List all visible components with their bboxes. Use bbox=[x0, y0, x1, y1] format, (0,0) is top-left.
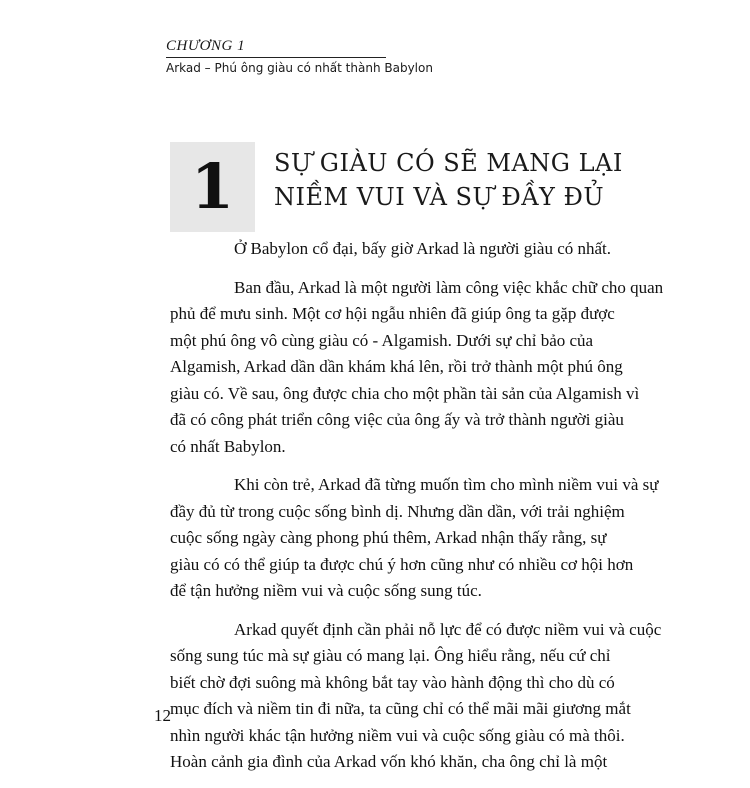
section-title-line: SỰ GIÀU CÓ SẼ MANG LẠI bbox=[274, 149, 623, 177]
paragraph bbox=[170, 472, 659, 605]
paragraph-line: Arkad quyết định cần phải nỗ lực để có được niềm vui và cuộc bbox=[234, 619, 662, 639]
paragraph-line: Hoàn cảnh gia đình của Arkad vốn khó khăn, cha ông chỉ là một bbox=[170, 752, 608, 771]
paragraph-line: Ban đầu, Arkad là một người làm công việc khắc chữ cho quan bbox=[234, 277, 664, 297]
paragraph-line: Khi còn trẻ, Arkad đã từng muốn tìm cho mình niềm vui và sự bbox=[234, 475, 659, 494]
section-title-line: NIỀM VUI VÀ SỰ ĐẦY ĐỦ bbox=[274, 183, 605, 211]
paragraph-line: biết chờ đợi suông mà không bắt tay vào hành động thì cho dù có bbox=[170, 672, 615, 692]
paragraph-line: mục đích và niềm tin đi nữa, ta cũng chỉ có thể mãi mãi giương mắt bbox=[170, 699, 631, 718]
section-number: 1 bbox=[190, 150, 235, 223]
paragraph-line: sống sung túc mà sự giàu có mang lại. Ông hiểu rằng, nếu cứ chỉ bbox=[170, 646, 611, 665]
page-number: 12 bbox=[154, 706, 171, 725]
paragraph-line: nhìn người khác tận hưởng niềm vui và cuộc sống giàu có mà thôi. bbox=[170, 725, 625, 745]
paragraph-line: có nhất Babylon. bbox=[170, 436, 286, 456]
paragraph-line: để tận hưởng niềm vui và cuộc sống sung túc. bbox=[170, 581, 482, 600]
paragraph bbox=[170, 275, 664, 461]
paragraph bbox=[170, 236, 612, 263]
paragraph-line: Algamish, Arkad dần dần khám khá lên, rồi trở thành một phú ông bbox=[170, 357, 623, 376]
paragraph-line: một phú ông vô cùng giàu có - Algamish. Dưới sự chỉ bảo của bbox=[170, 330, 594, 350]
paragraph-line: đầy đủ từ trong cuộc sống bình dị. Nhưng dần dần, với trải nghiệm bbox=[170, 501, 625, 521]
paragraph bbox=[170, 617, 662, 776]
section-number-box bbox=[170, 142, 255, 232]
section-title bbox=[274, 146, 623, 214]
header-rule bbox=[166, 57, 386, 58]
paragraph-line: đã có công phát triển công việc của ông ấy và trở thành người giàu bbox=[170, 410, 624, 429]
paragraph-line: cuộc sống ngày càng phong phú thêm, Arkad nhận thấy rằng, sự bbox=[170, 528, 607, 547]
body-text bbox=[170, 236, 664, 788]
paragraph-line: giàu có có thể giúp ta được chú ý hơn cũng như có nhiều cơ hội hơn bbox=[170, 554, 634, 574]
chapter-subtitle: Arkad – Phú ông giàu có nhất thành Babylon bbox=[166, 61, 433, 75]
paragraph-line: Ở Babylon cổ đại, bấy giờ Arkad là người giàu có nhất. bbox=[234, 239, 612, 258]
paragraph-line: phủ để mưu sinh. Một cơ hội ngẫu nhiên đã giúp ông ta gặp được bbox=[170, 304, 615, 323]
paragraph-line: giàu có. Về sau, ông được chia cho một phần tài sản của Algamish vì bbox=[170, 383, 640, 403]
chapter-label: CHƯƠNG 1 bbox=[166, 38, 246, 54]
